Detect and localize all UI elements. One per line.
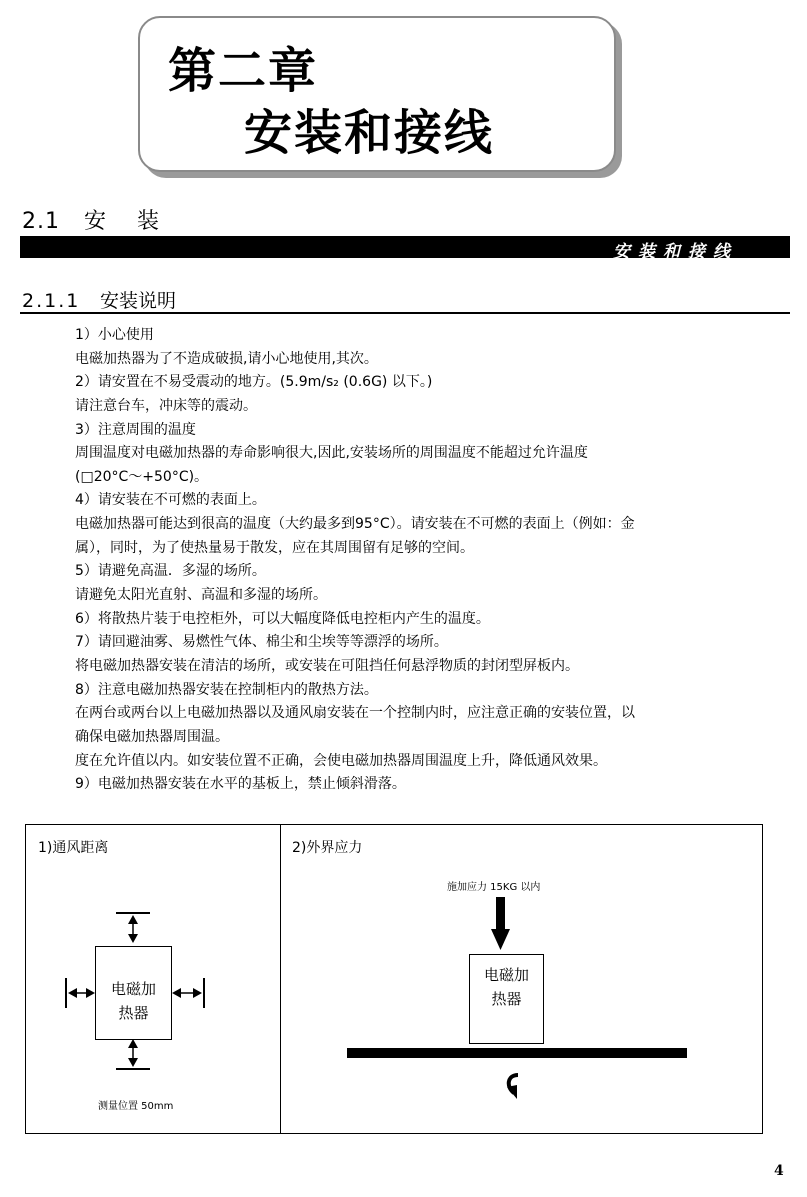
device-label: 电磁加 bbox=[110, 980, 156, 998]
device-label: 电磁加 bbox=[483, 966, 529, 984]
body-line: 在两台或两台以上电磁加热器以及通风扇安装在一个控制内时，应注意正确的安装位置，以 bbox=[75, 705, 635, 722]
installation-figure bbox=[25, 824, 763, 1134]
section-title: 安 装 bbox=[84, 209, 171, 234]
body-line: 度在允许值以内。如安装位置不正确，会使电磁加热器周围温度上升，降低通风效果。 bbox=[75, 752, 607, 769]
body-line: 周围温度对电磁加热器的寿命影响很大,因此,安装场所的周围温度不能超过允许温度 bbox=[75, 445, 588, 462]
measurement-note: 测量位置 50mm bbox=[98, 1101, 174, 1112]
body-line: 确保电磁加热器周围温。 bbox=[75, 728, 229, 745]
body-line: 请避免太阳光直射、高温和多湿的场所。 bbox=[75, 587, 327, 604]
stress-note: 施加应力 15KG 以内 bbox=[447, 882, 541, 893]
section-number: 2.1 bbox=[22, 209, 60, 234]
arrow-up-down-icon bbox=[116, 1039, 150, 1069]
section-heading bbox=[22, 204, 171, 235]
section-banner bbox=[20, 236, 790, 262]
arrow-up-down-icon bbox=[116, 913, 150, 943]
banner-label: 安装和接线 bbox=[613, 242, 738, 262]
stress-panel-label: 2)外界应力 bbox=[292, 840, 363, 856]
body-line: 将电磁加热器安装在清洁的场所，或安装在可阻挡任何悬浮物质的封闭型屏板内。 bbox=[75, 657, 579, 674]
body-line: 8）注意电磁加热器安装在控制柜内的散热方法。 bbox=[75, 681, 378, 698]
chapter-number: 第二章 bbox=[168, 43, 319, 99]
device-label: 热器 bbox=[118, 1004, 149, 1022]
arrow-left-right-icon bbox=[172, 978, 204, 1008]
body-line: 6）将散热片装于电控柜外，可以大幅度降低电控柜内产生的温度。 bbox=[75, 610, 490, 627]
body-line: 5）请避免高温．多湿的场所。 bbox=[75, 563, 266, 580]
page-number: 4 bbox=[774, 1163, 784, 1179]
subsection-title: 安装说明 bbox=[100, 290, 177, 312]
body-line: 9）电磁加热器安装在水平的基板上，禁止倾斜滑落。 bbox=[75, 776, 406, 793]
subsection-heading bbox=[22, 286, 176, 313]
body-line: 属），同时，为了使热量易于散发，应在其周围留有足够的空间。 bbox=[75, 539, 474, 556]
installation-notes bbox=[75, 324, 725, 797]
body-line: 3）注意周围的温度 bbox=[75, 421, 196, 438]
body-line: 请注意台车，冲床等的震动。 bbox=[75, 397, 257, 414]
subsection-number: 2.1.1 bbox=[22, 290, 81, 312]
body-line: 4）请安装在不可燃的表面上。 bbox=[75, 492, 266, 509]
rotate-arrow-head bbox=[507, 1085, 517, 1099]
chapter-title-box bbox=[138, 16, 616, 172]
body-line: 7）请回避油雾、易燃性气体、棉尘和尘埃等等漂浮的场所。 bbox=[75, 634, 448, 651]
chapter-title: 安装和接线 bbox=[244, 105, 495, 161]
body-line: 1）小心使用 bbox=[75, 327, 154, 343]
subsection-rule bbox=[20, 312, 790, 314]
body-line: 电磁加热器为了不造成破损,请小心地使用,其次。 bbox=[75, 350, 378, 367]
device-label: 热器 bbox=[491, 990, 522, 1008]
base-plate bbox=[347, 1048, 687, 1058]
body-line: (□20°C～+50°C)。 bbox=[75, 468, 209, 485]
heater-box-right bbox=[469, 954, 544, 1044]
heater-box-left bbox=[95, 946, 172, 1040]
arrow-down-icon bbox=[491, 897, 510, 950]
arrow-left-right-icon bbox=[66, 978, 95, 1008]
body-line: 2）请安置在不易受震动的地方。(5.9m/s₂ (0.6G) 以下。) bbox=[75, 374, 433, 391]
body-line: 电磁加热器可能达到很高的温度（大约最多到95°C）。请安装在不可燃的表面上（例如：金 bbox=[75, 516, 635, 533]
clearance-panel-label: 1)通风距离 bbox=[38, 840, 109, 856]
